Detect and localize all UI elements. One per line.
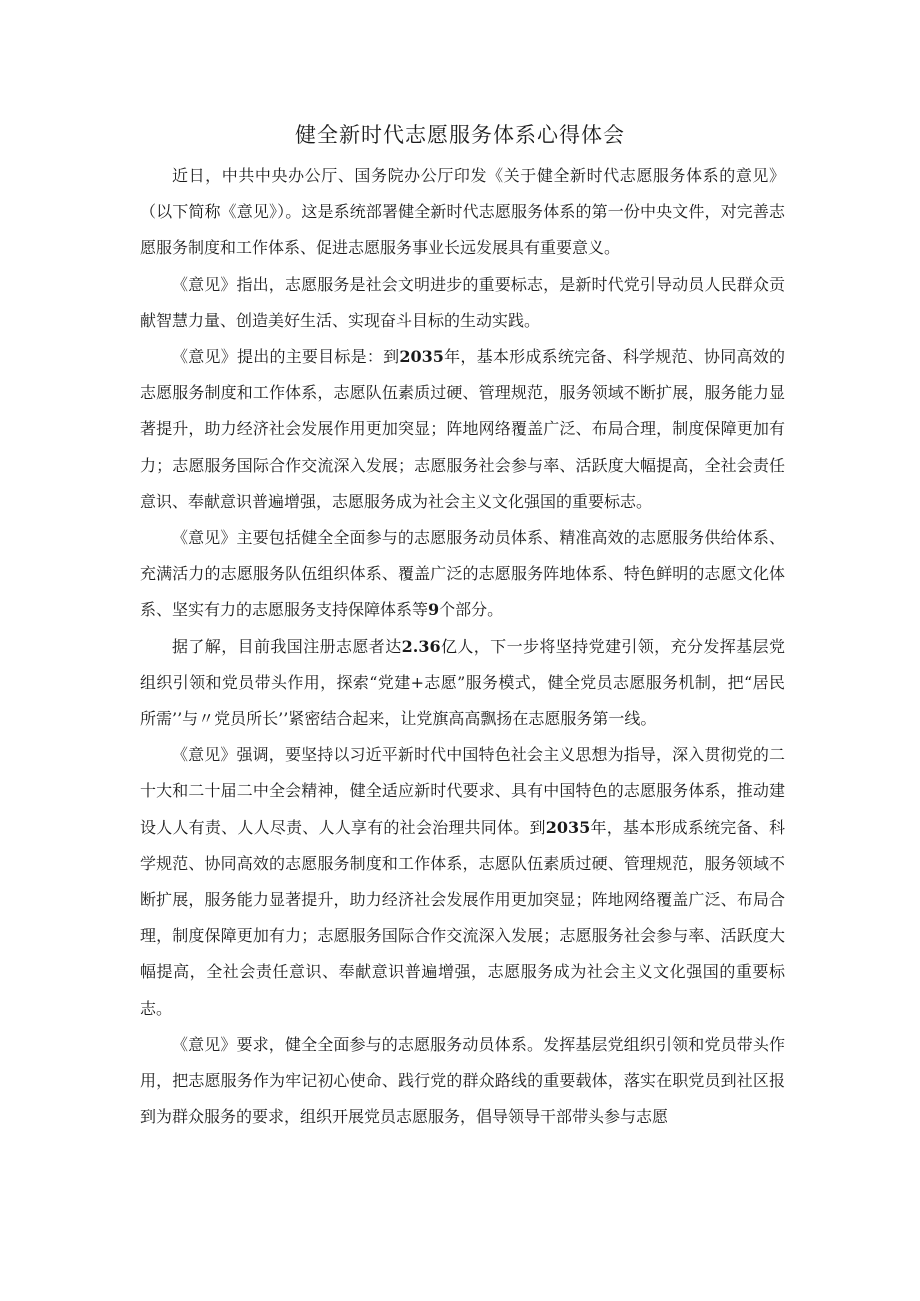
paragraph-text: 亿人，下一步将坚持党建引领，充分发挥基层党组织引领和党员带头作用，探索“党建+志愿”服务模式，健全党员志愿服务机制，把“居民所需’’与〃党员所长’’紧密结合起来，让党旗高高飘扬在志愿服务第一线。 <box>140 636 785 729</box>
paragraph-intro <box>140 158 785 267</box>
paragraph-emphasis <box>140 737 785 1027</box>
paragraph-significance <box>140 267 785 339</box>
bold-number: 2.36 <box>401 636 441 656</box>
paragraph-text: 《意见》主要包括健全全面参与的志愿服务动员体系、精准高效的志愿服务供给体系、充满活力的志愿服务队伍组织体系、覆盖广泛的志愿服务阵地体系、特色鲜明的志愿文化体系、坚实有力的志愿服务支持保障体系等 <box>140 528 785 620</box>
paragraph-text: 个部分。 <box>439 600 504 620</box>
paragraph-contents <box>140 520 785 629</box>
paragraph-text: 近日，中共中央办公厅、国务院办公厅印发《关于健全新时代志愿服务体系的意见》（以下简称《意见》）。这是系统部署健全新时代志愿服务体系的第一份中央文件，对完善志愿服务制度和工作体系、促进志愿服务事业长远发展具有重要意义。 <box>140 166 785 258</box>
bold-number: 2035 <box>545 817 591 837</box>
paragraph-text: 年，基本形成系统完备、科学规范、协同高效的志愿服务制度和工作体系，志愿队伍素质过硬、管理规范，服务领域不断扩展，服务能力显著提升，助力经济社会发展作用更加突显；阵地网络覆盖广泛、布局合理，制度保障更加有力；志愿服务国际合作交流深入发展；志愿服务社会参与率、活跃度大幅提高，全社会责任意识、奉献意识普遍增强，志愿服务成为社会主义文化强国的重要标志。 <box>140 347 785 511</box>
paragraph-text: 《意见》强调，要坚持以习近平新时代中国特色社会主义思想为指导，深入贯彻党的二十大和二十届二中全会精神，健全适应新时代要求、具有中国特色的志愿服务体系，推动建设人人有责、人人尽责、人人享有的社会治理共同体。到 <box>140 745 785 837</box>
bold-number: 2035 <box>399 347 444 367</box>
paragraph-main-goals <box>140 339 785 520</box>
paragraph-text: 《意见》指出，志愿服务是社会文明进步的重要标志，是新时代党引导动员人民群众贡献智慧力量、创造美好生活、实现奋斗目标的生动实践。 <box>140 274 785 330</box>
paragraph-text: 《意见》提出的主要目标是：到 <box>172 347 400 367</box>
paragraph-volunteer-count <box>140 629 785 738</box>
document-body <box>140 158 785 1135</box>
paragraph-text: 《意见》要求，健全全面参与的志愿服务动员体系。发挥基层党组织引领和党员带头作用，把志愿服务作为牢记初心使命、践行党的群众路线的重要载体，落实在职党员到社区报到为群众服务的要求，组织开展党员志愿服务，倡导领导干部带头参与志愿 <box>140 1034 785 1127</box>
paragraph-text: 年，基本形成系统完备、科学规范、协同高效的志愿服务制度和工作体系，志愿队伍素质过硬、管理规范，服务领域不断扩展，服务能力显著提升，助力经济社会发展作用更加突显；阵地网络覆盖广泛、布局合理，制度保障更加有力；志愿服务国际合作交流深入发展；志愿服务社会参与率、活跃度大幅提高，全社会责任意识、奉献意识普遍增强，志愿服务成为社会主义文化强国的重要标志。 <box>140 817 785 1018</box>
document-title: 健全新时代志愿服务体系心得体会 <box>295 123 625 147</box>
paragraph-text: 据了解，目前我国注册志愿者达 <box>172 636 402 656</box>
paragraph-requirements <box>140 1027 785 1136</box>
bold-number: 9 <box>428 600 440 620</box>
